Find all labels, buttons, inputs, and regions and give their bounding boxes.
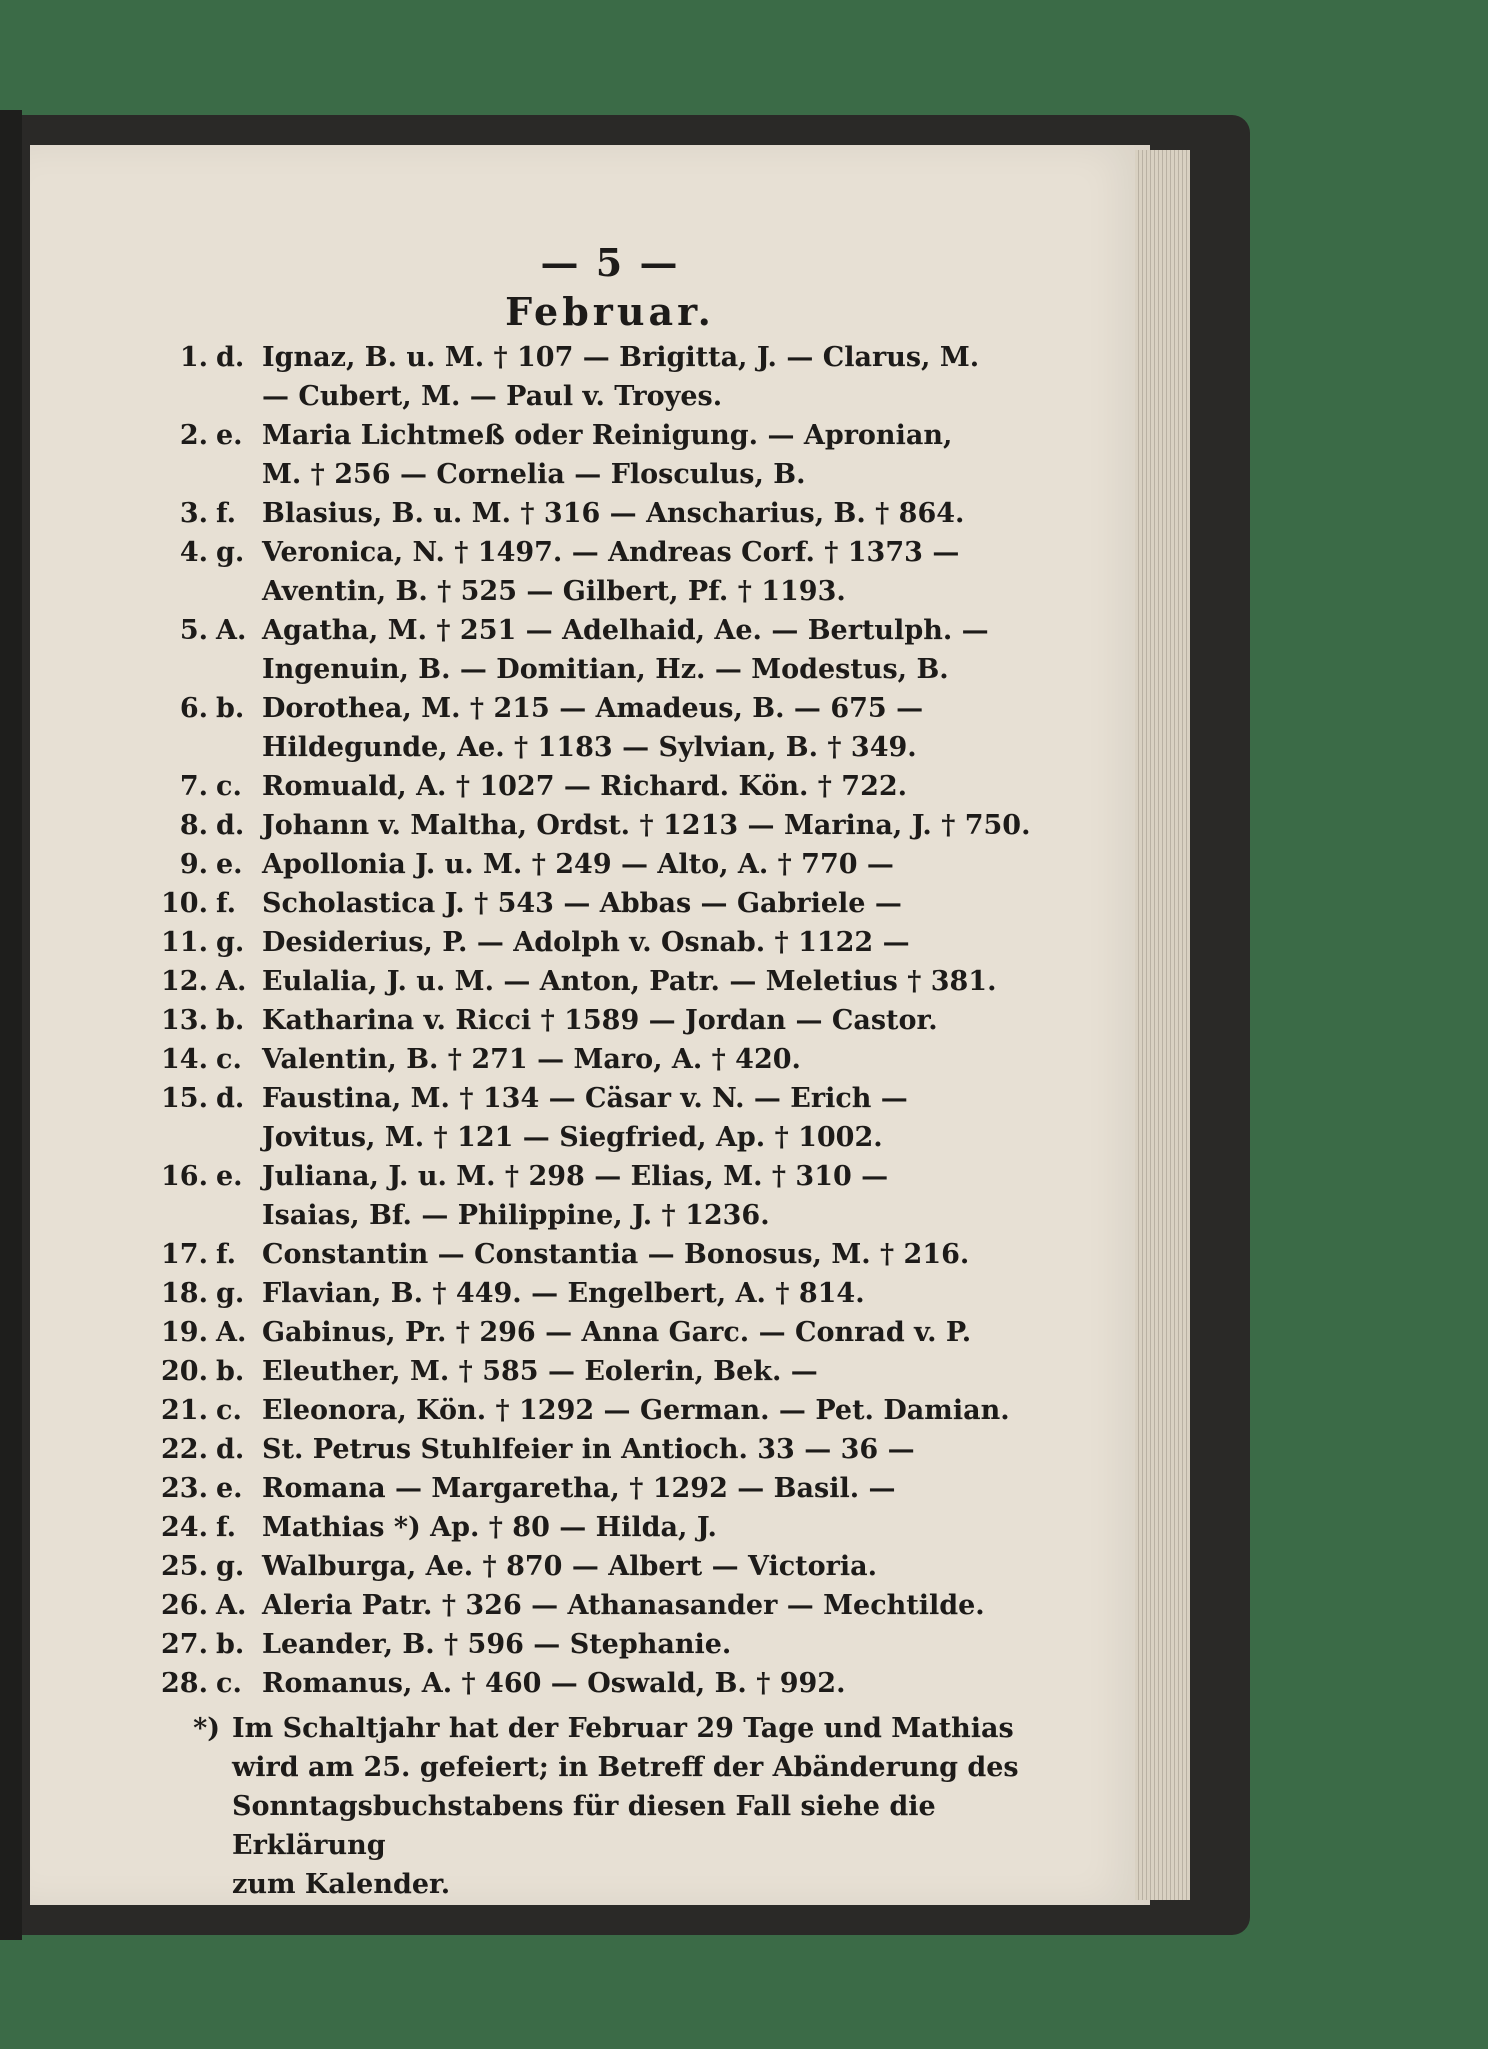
- weekday-letter: e.: [216, 1161, 243, 1192]
- calendar-entry: [150, 689, 1070, 767]
- calendar-entry: [150, 1352, 1070, 1391]
- day-number: 21.: [161, 1395, 208, 1426]
- calendar-entry: [150, 1313, 1070, 1352]
- day-number: 6.: [179, 693, 208, 724]
- entry-continuation: Hildegunde, Ae. † 1183 — Sylvian, B. † 349.: [262, 732, 917, 763]
- calendar-entry: [150, 1625, 1070, 1664]
- weekday-letter: A.: [216, 615, 247, 646]
- footnote-line: zum Kalender.: [232, 1869, 451, 1900]
- calendar-entry: [150, 338, 1070, 416]
- weekday-letter: d.: [216, 1083, 245, 1114]
- entry-text: Walburga, Ae. † 870 — Albert — Victoria.: [262, 1551, 878, 1582]
- day-number: 1.: [179, 342, 208, 373]
- day-number: 22.: [161, 1434, 208, 1465]
- footnote-mark: *): [193, 1713, 220, 1744]
- day-number: 2.: [179, 420, 208, 451]
- entry-text: Romanus, A. † 460 — Oswald, B. † 992.: [262, 1668, 846, 1699]
- calendar-entry: [150, 1040, 1070, 1079]
- entry-text: Apollonia J. u. M. † 249 — Alto, A. † 770 —: [262, 849, 894, 880]
- calendar-entry: [150, 1235, 1070, 1274]
- day-number: 7.: [179, 771, 208, 802]
- calendar-entry: [150, 416, 1070, 494]
- calendar-entry: [150, 767, 1070, 806]
- entry-text: Scholastica J. † 543 — Abbas — Gabriele —: [262, 888, 902, 919]
- weekday-letter: f.: [216, 1239, 237, 1270]
- entry-text: St. Petrus Stuhlfeier in Antioch. 33 — 36 —: [262, 1434, 915, 1465]
- entry-text: Faustina, M. † 134 — Cäsar v. N. — Erich —: [262, 1083, 908, 1114]
- calendar-entry: [150, 494, 1070, 533]
- weekday-letter: c.: [216, 771, 242, 802]
- weekday-letter: e.: [216, 1473, 243, 1504]
- weekday-letter: d.: [216, 1434, 245, 1465]
- weekday-letter: A.: [216, 1317, 247, 1348]
- calendar-entry: [150, 1157, 1070, 1235]
- entry-text: Agatha, M. † 251 — Adelhaid, Ae. — Bertulph. —: [262, 615, 989, 646]
- entry-text: Katharina v. Ricci † 1589 — Jordan — Castor.: [262, 1005, 938, 1036]
- calendar-entry: [150, 1664, 1070, 1703]
- calendar-entry: [150, 923, 1070, 962]
- entry-continuation: Jovitus, M. † 121 — Siegfried, Ap. † 1002.: [262, 1122, 883, 1153]
- day-number: 25.: [161, 1551, 208, 1582]
- footnote-line: wird am 25. gefeiert; in Betreff der Abänderung des: [232, 1752, 1019, 1783]
- day-number: 13.: [161, 1005, 208, 1036]
- entry-text: Eleuther, M. † 585 — Eolerin, Bek. —: [262, 1356, 818, 1387]
- month-heading: Februar.: [505, 289, 715, 334]
- footnote-line: Im Schaltjahr hat der Februar 29 Tage und Mathias: [232, 1713, 1014, 1744]
- calendar-entry: [150, 1079, 1070, 1157]
- weekday-letter: b.: [216, 693, 245, 724]
- entry-text: Veronica, N. † 1497. — Andreas Corf. † 1373 —: [262, 537, 960, 568]
- entry-text: Leander, B. † 596 — Stephanie.: [262, 1629, 732, 1660]
- weekday-letter: f.: [216, 498, 237, 529]
- book-spine: [0, 110, 22, 1940]
- day-number: 27.: [161, 1629, 208, 1660]
- calendar-entry: [150, 1001, 1070, 1040]
- calendar-entry: [150, 1274, 1070, 1313]
- calendar-entry: [150, 1469, 1070, 1508]
- weekday-letter: g.: [216, 1278, 245, 1309]
- weekday-letter: A.: [216, 1590, 247, 1621]
- day-number: 23.: [161, 1473, 208, 1504]
- entry-continuation: — Cubert, M. — Paul v. Troyes.: [262, 381, 723, 412]
- entry-text: Eleonora, Kön. † 1292 — German. — Pet. Damian.: [262, 1395, 1010, 1426]
- day-number: 10.: [161, 888, 208, 919]
- weekday-letter: g.: [216, 1551, 245, 1582]
- weekday-letter: d.: [216, 342, 245, 373]
- day-number: 12.: [161, 966, 208, 997]
- weekday-letter: g.: [216, 537, 245, 568]
- weekday-letter: b.: [216, 1629, 245, 1660]
- entry-text: Maria Lichtmeß oder Reinigung. — Apronian,: [262, 420, 953, 451]
- calendar-entry: [150, 1547, 1070, 1586]
- entry-continuation: Isaias, Bf. — Philippine, J. † 1236.: [262, 1200, 770, 1231]
- entry-text: Flavian, B. † 449. — Engelbert, A. † 814.: [262, 1278, 865, 1309]
- entry-text: Valentin, B. † 271 — Maro, A. † 420.: [262, 1044, 801, 1075]
- page-edges: [1135, 150, 1190, 1900]
- weekday-letter: b.: [216, 1356, 245, 1387]
- weekday-letter: g.: [216, 927, 245, 958]
- calendar-entry: [150, 884, 1070, 923]
- day-number: 3.: [179, 498, 208, 529]
- footnote: [150, 1709, 1070, 1904]
- entry-continuation: Ingenuin, B. — Domitian, Hz. — Modestus, B.: [262, 654, 949, 685]
- day-number: 20.: [161, 1356, 208, 1387]
- calendar-entry: [150, 611, 1070, 689]
- calendar-entry: [150, 1391, 1070, 1430]
- day-number: 18.: [161, 1278, 208, 1309]
- entry-text: Aleria Patr. † 326 — Athanasander — Mechtilde.: [262, 1590, 985, 1621]
- day-number: 17.: [161, 1239, 208, 1270]
- entry-text: Romuald, A. † 1027 — Richard. Kön. † 722.: [262, 771, 908, 802]
- entry-text: Eulalia, J. u. M. — Anton, Patr. — Meletius † 381.: [262, 966, 997, 997]
- weekday-letter: c.: [216, 1044, 242, 1075]
- entry-continuation: M. † 256 — Cornelia — Flosculus, B.: [262, 459, 806, 490]
- day-number: 16.: [161, 1161, 208, 1192]
- calendar-entry: [150, 806, 1070, 845]
- weekday-letter: f.: [216, 888, 237, 919]
- day-number: 9.: [179, 849, 208, 880]
- weekday-letter: f.: [216, 1512, 237, 1543]
- day-number: 15.: [161, 1083, 208, 1114]
- weekday-letter: c.: [216, 1395, 242, 1426]
- entry-text: Juliana, J. u. M. † 298 — Elias, M. † 310 —: [262, 1161, 889, 1192]
- calendar-entry: [150, 533, 1070, 611]
- weekday-letter: b.: [216, 1005, 245, 1036]
- entry-text: Desiderius, P. — Adolph v. Osnab. † 1122 —: [262, 927, 910, 958]
- weekday-letter: e.: [216, 420, 243, 451]
- calendar-entry: [150, 1430, 1070, 1469]
- footnote-line: Sonntagsbuchstabens für diesen Fall siehe die Erklärung: [232, 1791, 936, 1861]
- weekday-letter: e.: [216, 849, 243, 880]
- entry-text: Constantin — Constantia — Bonosus, M. † 216.: [262, 1239, 970, 1270]
- entry-continuation: Aventin, B. † 525 — Gilbert, Pf. † 1193.: [262, 576, 846, 607]
- weekday-letter: d.: [216, 810, 245, 841]
- entry-text: Gabinus, Pr. † 296 — Anna Garc. — Conrad v. P.: [262, 1317, 972, 1348]
- entry-text: Johann v. Maltha, Ordst. † 1213 — Marina, J. † 750.: [262, 810, 1031, 841]
- day-number: 26.: [161, 1590, 208, 1621]
- day-number: 11.: [161, 927, 208, 958]
- day-number: 4.: [179, 537, 208, 568]
- page-number: — 5 —: [540, 240, 680, 285]
- calendar-entry: [150, 1508, 1070, 1547]
- weekday-letter: c.: [216, 1668, 242, 1699]
- day-number: 5.: [179, 615, 208, 646]
- day-number: 24.: [161, 1512, 208, 1543]
- page-text: [150, 240, 1070, 1904]
- calendar-entry: [150, 1586, 1070, 1625]
- entry-text: Blasius, B. u. M. † 316 — Anscharius, B. † 864.: [262, 498, 965, 529]
- day-number: 19.: [161, 1317, 208, 1348]
- calendar-entry: [150, 962, 1070, 1001]
- entry-text: Dorothea, M. † 215 — Amadeus, B. — 675 —: [262, 693, 924, 724]
- weekday-letter: A.: [216, 966, 247, 997]
- day-number: 8.: [179, 810, 208, 841]
- entry-text: Romana — Margaretha, † 1292 — Basil. —: [262, 1473, 896, 1504]
- calendar-entry: [150, 845, 1070, 884]
- day-number: 28.: [161, 1668, 208, 1699]
- day-number: 14.: [161, 1044, 208, 1075]
- entry-text: Mathias *) Ap. † 80 — Hilda, J.: [262, 1512, 717, 1543]
- calendar-entries: [150, 338, 1070, 1703]
- entry-text: Ignaz, B. u. M. † 107 — Brigitta, J. — Clarus, M.: [262, 342, 980, 373]
